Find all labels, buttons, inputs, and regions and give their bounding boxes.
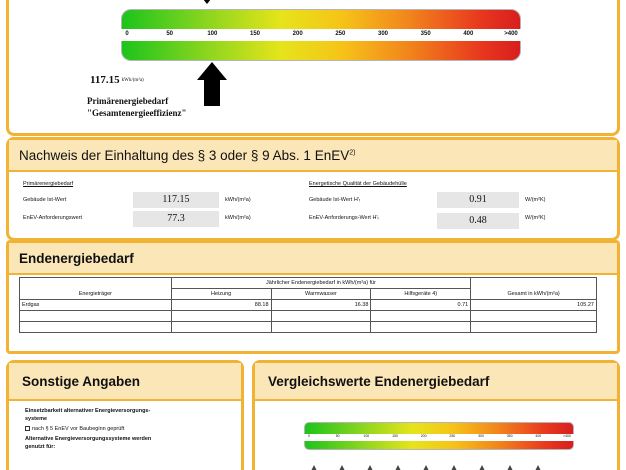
comparison-tick-label: >400: [563, 434, 571, 438]
primary-energy-scale-panel: [6, 0, 620, 136]
comparison-tick-label: 50: [335, 434, 340, 438]
reference-arrow-icon: [199, 0, 215, 4]
envelope-actual-unit: W/(m²K): [525, 197, 546, 203]
compliance-heading: Nachweis der Einhaltung des § 3 oder § 9 Abs. 1 EnEV$^{2)}$: [9, 140, 617, 172]
column-header: Hilfsgeräte 4): [371, 289, 471, 300]
column-header: Gesamt in kWh/(m²a): [471, 289, 597, 300]
scale-tick-label: 350: [420, 31, 431, 37]
primary-energy-subtitle: Primärenergiebedarf: [23, 181, 74, 187]
envelope-actual-label: Gebäude Ist-Wert H'ₜ: [309, 197, 361, 203]
comparison-marker-icon: [507, 465, 513, 470]
primary-energy-value: 117.15 kWh/(m²a): [90, 74, 144, 86]
table-cell: 16.38: [271, 300, 371, 311]
other-info-panel: [6, 360, 244, 470]
requirement-value-box: 77.3: [133, 211, 219, 227]
table-cell: 0.71: [371, 300, 471, 311]
comparison-tick-label: 100: [363, 434, 370, 438]
actual-value-label: Gebäude Ist-Wert: [23, 197, 67, 203]
scale-tick-label: 150: [249, 31, 261, 37]
envelope-quality-subtitle: Energetische Qualität der Gebäudehülle: [309, 181, 407, 187]
comparison-tick-label: 300: [478, 434, 484, 438]
comparison-tick-label: 200: [420, 434, 427, 438]
comparison-tick-label: 250: [449, 434, 456, 438]
final-energy-heading: Endenergiebedarf: [9, 243, 617, 275]
checked-option[interactable]: nach § 5 EnEV vor Baubeginn geprüft: [25, 425, 124, 433]
actual-value-unit: kWh/(m²a): [225, 197, 251, 203]
scale-tick-label: >400: [504, 31, 518, 37]
scale-tick-label: 300: [377, 31, 389, 37]
comparison-tick-strip: [304, 434, 574, 441]
comparison-tick-label: 0: [308, 434, 310, 438]
comparison-marker-icon: [423, 465, 429, 470]
comparison-marker-icon: [479, 465, 485, 470]
table-cell: Erdgas: [20, 300, 172, 311]
actual-value-box: 117.15: [133, 192, 219, 208]
scale-tick-label: 100: [207, 31, 218, 37]
comparison-marker-icon: [451, 465, 457, 470]
column-header: Warmwasser: [271, 289, 371, 300]
comparison-tick-label: 150: [392, 434, 398, 438]
group-header-cell: Jährlicher Endenergiebedarf in kWh/(m²a) für: [171, 278, 470, 289]
comparison-marker-icon: [395, 465, 401, 470]
comparison-marker-icon: [339, 465, 345, 470]
envelope-requirement-label: EnEV-Anforderungs-Wert H'ₜ: [309, 215, 380, 221]
scale-tick-strip: [121, 29, 521, 41]
table-header-row: [20, 289, 597, 300]
comparison-marker-icon: [535, 465, 541, 470]
comparison-tick-label: 400: [535, 434, 542, 438]
column-header: Heizung: [171, 289, 271, 300]
table-cell: 105.27: [471, 300, 597, 311]
table-row: [20, 322, 597, 333]
comparison-marker-icon: [367, 465, 373, 470]
envelope-actual-box: 0.91: [437, 192, 519, 208]
requirement-value-label: EnEV-Anforderungswert: [23, 215, 83, 221]
table-row: [20, 311, 597, 322]
envelope-requirement-unit: W/(m²K): [525, 215, 546, 221]
table-row: [20, 278, 597, 289]
comparison-panel: [252, 360, 620, 470]
scale-tick-label: 200: [292, 31, 303, 37]
final-energy-panel: [6, 240, 620, 354]
table-cell: 88.18: [171, 300, 271, 311]
checkbox-icon[interactable]: [25, 426, 30, 431]
value-pointer-arrow-icon: [197, 62, 227, 106]
compliance-panel: [6, 137, 620, 241]
scale-tick-label: 400: [463, 31, 474, 37]
scale-tick-label: 250: [335, 31, 346, 37]
other-info-heading: Sonstige Angaben: [9, 363, 241, 401]
scale-tick-label: 0: [125, 31, 129, 37]
scale-tick-label: 50: [166, 31, 173, 37]
table-row: [20, 300, 597, 311]
envelope-requirement-box: 0.48: [437, 213, 519, 229]
alt-systems-heading: Einsetzbarkeit alternativer Energieversorgungs- systeme: [25, 408, 151, 422]
comparison-marker-icon: [311, 465, 317, 470]
requirement-value-unit: kWh/(m²a): [225, 215, 251, 221]
column-header: Energieträger: [20, 289, 172, 300]
alt-systems-used-heading: Alternative Energieversorgungssysteme werden genutzt für:: [25, 436, 152, 450]
comparison-tick-label: 350: [506, 434, 513, 438]
primary-energy-label: Primärenergiebedarf "Gesamtenergieeffizienz": [87, 96, 187, 118]
comparison-heading: Vergleichswerte Endenergiebedarf: [255, 363, 617, 401]
final-energy-table: [19, 277, 597, 333]
